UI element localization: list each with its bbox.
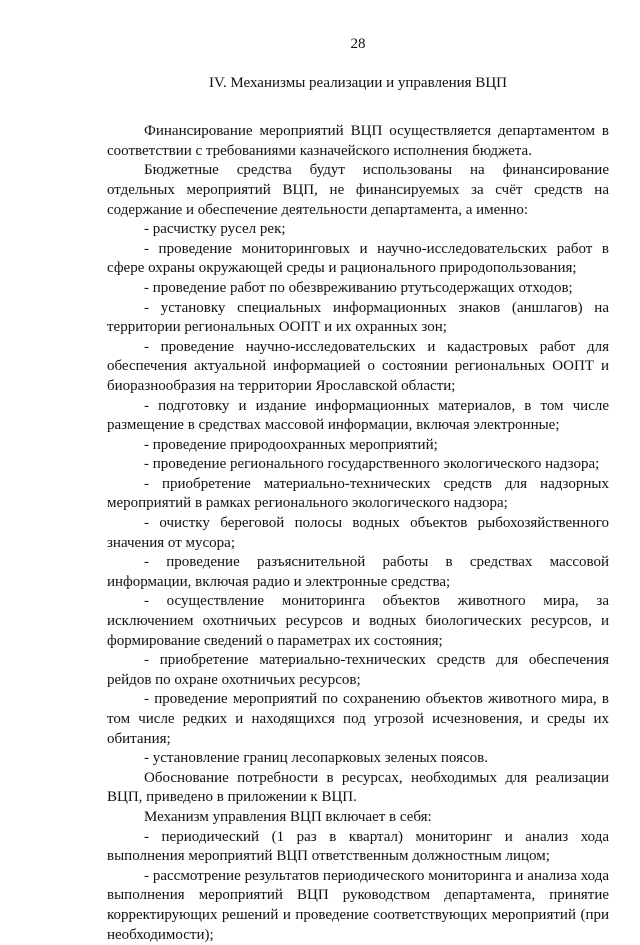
- list-item: - осуществление мониторинга объектов животного мира, за исключением охотничьих ресурсов и водных биологических ресурсов, и формирование сведений о параметрах их состояния;: [107, 593, 609, 649]
- list-item: - расчистку русел рек;: [144, 221, 286, 238]
- list-item: - установку специальных информационных знаков (аншлагов) на территории региональных ООПТ и их охранных зон;: [107, 299, 609, 336]
- document-body: [107, 122, 609, 945]
- list-item: - проведение разъяснительной работы в средствах массовой информации, включая радио и электронные средства;: [107, 554, 609, 590]
- paragraph: Механизм управления ВЦП включает в себя:: [144, 808, 432, 825]
- list-item: - проведение мониторинговых и научно-исследовательских работ в сфере охраны окружающей среды и рационального природопользования;: [107, 240, 609, 277]
- paragraph: Обоснование потребности в ресурсах, необходимых для реализации ВЦП, приведено в приложении к ВЦП.: [107, 769, 609, 806]
- list-item: - установление границ лесопарковых зеленых поясов.: [144, 750, 488, 767]
- list-item: - проведение мероприятий по сохранению объектов животного мира, в том числе редких и находящихся под угрозой исчезновения, и среды их обитания;: [107, 691, 609, 747]
- paragraph: Финансирование мероприятий ВЦП осуществляется департаментом в соответствии с требованиями казначейского исполнения бюджета.: [107, 123, 609, 159]
- list-item: - периодический (1 раз в квартал) мониторинг и анализ хода выполнения мероприятий ВЦП ответственным должностным лицом;: [107, 828, 609, 865]
- list-item: - приобретение материально-технических средств для надзорных мероприятий в рамках регионального экологического надзора;: [107, 475, 609, 512]
- list-item: - проведение регионального государственного экологического надзора;: [144, 456, 600, 473]
- list-item: - проведение научно-исследовательских и кадастровых работ для обеспечения актуальной информацией о состоянии региональных ООПТ и биоразнообразия на территории Ярославской области;: [107, 338, 609, 394]
- list-item: - рассмотрение результатов периодического мониторинга и анализа хода выполнения мероприятий ВЦП руководством департамента, принятие корректирующих решений и проведение соответствующих мероприятий (при необходимости);: [107, 867, 609, 943]
- page-number: 28: [350, 36, 366, 52]
- list-item: - приобретение материально-технических средств для обеспечения рейдов по охране охотничьих ресурсов;: [107, 652, 609, 688]
- list-item: - подготовку и издание информационных материалов, в том числе размещение в средствах массовой информации, включая электронные;: [107, 397, 609, 434]
- list-item: - очистку береговой полосы водных объектов рыбохозяйственного значения от мусора;: [107, 515, 609, 551]
- list-item: - проведение работ по обезвреживанию ртутьсодержащих отходов;: [144, 279, 573, 296]
- section-title: IV. Механизмы реализации и управления ВЦП: [209, 74, 507, 91]
- list-item: - проведение природоохранных мероприятий;: [144, 436, 438, 453]
- paragraph: Бюджетные средства будут использованы на финансирование отдельных мероприятий ВЦП, не финансируемых за счёт средств на содержание и обеспечение деятельности департамента, а именно:: [107, 162, 609, 218]
